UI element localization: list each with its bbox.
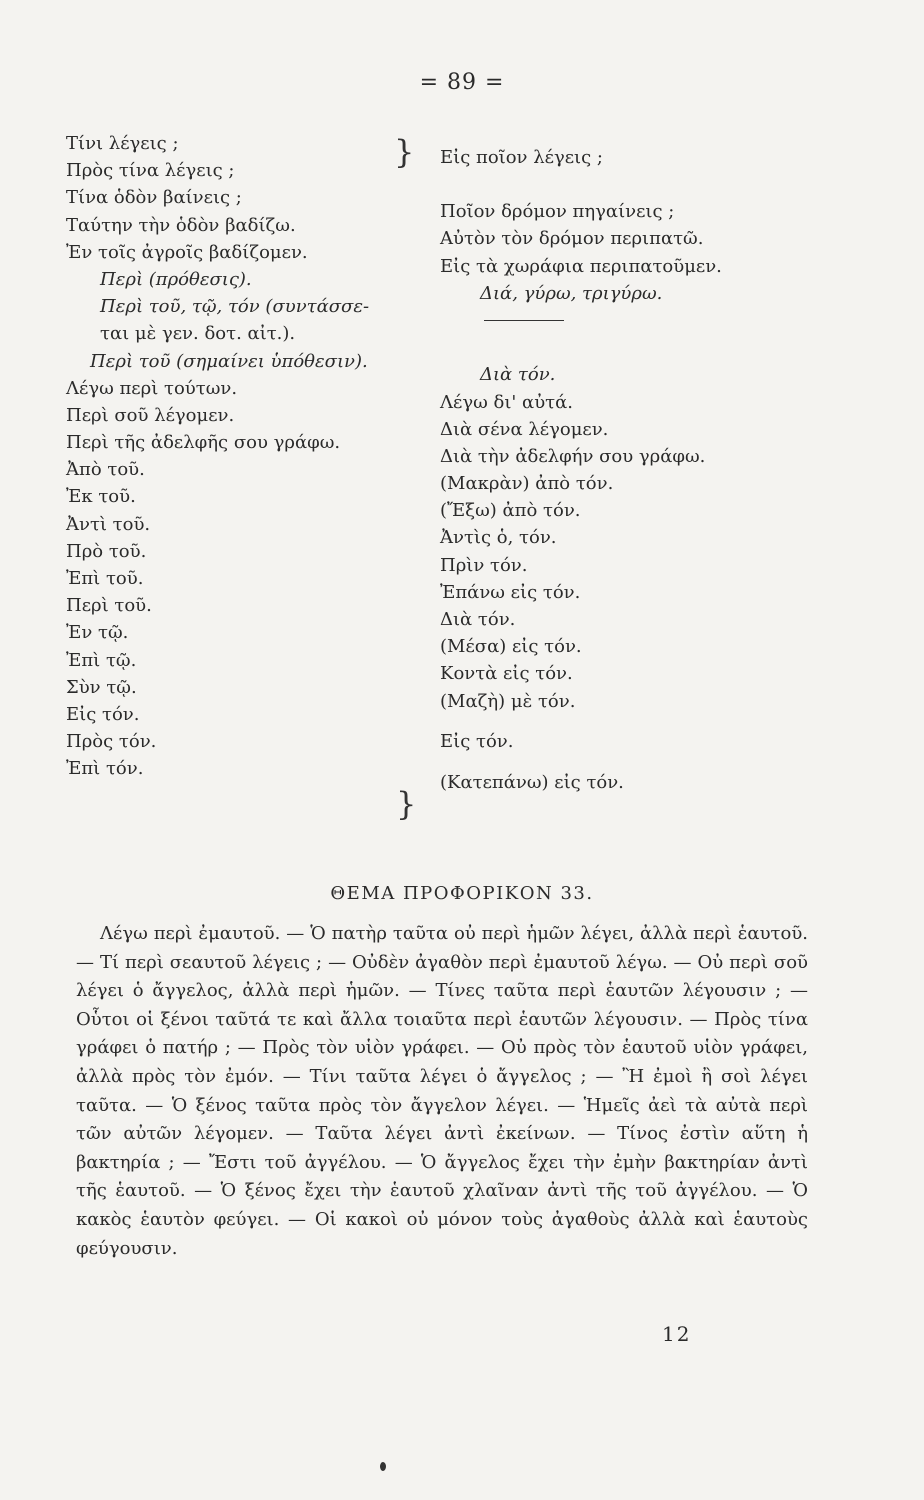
left-line: Πρὸ τοῦ. (66, 540, 147, 562)
right-line: Διά, γύρω, τριγύρω. (480, 282, 663, 304)
right-line: Λέγω δι' αὐτά. (440, 391, 573, 413)
left-line: Ταύτην τὴν ὁδὸν βαδίζω. (66, 214, 296, 236)
left-line: Τίνα ὁδὸν βαίνεις ; (66, 187, 242, 209)
right-line: Ἐπάνω εἰς τόν. (440, 581, 581, 603)
left-line: Ἐπὶ τῷ. (66, 649, 137, 671)
page-number: = 89 = (419, 70, 505, 95)
left-line: Πρὸς τόν. (66, 731, 157, 753)
right-line: Ποῖον δρόμον πηγαίνεις ; (440, 201, 675, 223)
left-line: Λέγω περὶ τούτων. (66, 377, 238, 399)
brace-icon: } (394, 133, 415, 171)
left-line: Σὺν τῷ. (66, 676, 137, 698)
right-line: (Μέσα) εἰς τόν. (440, 636, 582, 658)
left-line: Περὶ τῆς ἀδελφῆς σου γράφω. (66, 432, 341, 454)
right-line: (Μακρὰν) ἀπὸ τόν. (440, 473, 614, 495)
left-line: Ἐπὶ τοῦ. (66, 568, 144, 589)
left-line: Περὶ τοῦ (σημαίνει ὑπόθεσιν). (90, 350, 368, 372)
exercise-text: Λέγω περὶ ἐμαυτοῦ. — Ὁ πατὴρ ταῦτα οὐ περὶ ἡμῶν λέγει, ἀλλὰ περὶ ἑαυτοῦ. — Τί περὶ σεαυτοῦ λέγεις ; — Οὐδὲν ἀγαθὸν περὶ ἐμαυτοῦ λέγω. — Οὐ περὶ σοῦ λέγει ὁ ἄγγελος, ἀλλὰ περὶ ἡμῶν. — Τίνες ταῦτα περὶ ἑαυτῶν λέγουσιν ; — Οὗτοι οἱ ξένοι ταῦτά τε καὶ ἄλλα τοιαῦτα περὶ ἑαυτῶν λέγουσιν. — Πρὸς τίνα γράφει ὁ πατήρ ; — Πρὸς τὸν υἱὸν γράφει. — Οὐ πρὸς τὸν ἑαυτοῦ υἱὸν γράφει, ἀλλὰ πρὸς τὸν ἐμόν. — Τίνι ταῦτα λέγει ὁ ἄγγελος ; — Ἢ ἐμοὶ ἢ σοὶ λέγει ταῦτα. — Ὁ ξένος ταῦτα πρὸς τὸν ἄγγελον λέγει. — Ἡμεῖς ἀεὶ τὰ αὐτὰ περὶ τῶν αὐτῶν λέγομεν. — Ταῦτα λέγει ἀντὶ ἐκείνων. — Τίνος ἐστὶν αὕτη ἡ βακτηρία ; — Ἔστι τοῦ ἀγγέλου. — Ὁ ἄγγελος ἔχει τὴν ἐμὴν βακτηρίαν ἀντὶ τῆς ἑαυτοῦ. — Ὁ ξένος ἔχει τὴν ἑαυτοῦ χλαῖναν ἀντὶ τῆς τοῦ ἀγγέλου. — Ὁ κακὸς ἑαυτὸν φεύγει. — Οἱ κακοὶ οὐ μόνον τοὺς ἀγαθοὺς ἀλλὰ καὶ ἑαυτοὺς φεύγουσιν. (76, 923, 808, 1259)
spacer (440, 334, 860, 361)
right-line: Κοντὰ εἰς τόν. (440, 663, 573, 685)
left-line: Ἀπὸ τοῦ. (66, 459, 145, 481)
right-line: Αὐτὸν τὸν δρόμον περιπατῶ. (440, 228, 704, 250)
ink-dot (380, 1462, 386, 1471)
right-column (440, 130, 860, 796)
left-line: Ἐν τοῖς ἀγροῖς βαδίζομεν. (66, 241, 308, 263)
left-line: Πρὸς τίνα λέγεις ; (66, 160, 235, 182)
left-line: Περὶ (πρόθεσις). (100, 268, 252, 290)
right-line: Διὰ σένα λέγομεν. (440, 418, 609, 440)
left-line: Ἀντὶ τοῦ. (66, 513, 151, 535)
right-line: Εἰς τὰ χωράφια περιπατοῦμεν. (440, 255, 722, 277)
left-line: Ἐπὶ τόν. (66, 758, 144, 780)
right-line: (Ἔξω) ἀπὸ τόν. (440, 500, 581, 522)
left-line: ται μὲ γεν. δοτ. αἰτ.). (100, 323, 296, 345)
right-line: Εἰς τόν. (440, 730, 514, 752)
left-column (66, 130, 426, 783)
left-line: Περὶ τοῦ. (66, 595, 152, 617)
divider (440, 307, 860, 334)
right-line: Διὰ τὴν ἀδελφήν σου γράφω. (440, 445, 706, 467)
signature-mark: 12 (662, 1322, 692, 1346)
brace-icon: } (396, 785, 417, 823)
left-line: Ἐν τῷ. (66, 622, 129, 644)
right-line: Εἰς ποῖον λέγεις ; (440, 147, 603, 168)
left-line: Περὶ τοῦ, τῷ, τόν (συντάσσε- (100, 296, 370, 318)
exercise-title: ΘΕΜΑ ΠΡΟΦΟΡΙΚΟΝ 33. (330, 883, 594, 904)
right-line: (Κατεπάνω) εἰς τόν. (440, 771, 624, 793)
left-line: Τίνι λέγεις ; (66, 133, 179, 154)
right-line: Πρὶν τόν. (440, 554, 528, 576)
left-line: Περὶ σοῦ λέγομεν. (66, 404, 235, 426)
left-line: Εἰς τόν. (66, 703, 140, 725)
right-line: Ἀντὶς ὁ, τόν. (440, 527, 557, 549)
left-line: Ἐκ τοῦ. (66, 486, 136, 508)
right-line: Διὰ τόν. (440, 609, 516, 630)
right-line: Διὰ τόν. (480, 364, 556, 386)
right-line: (Μαζὴ) μὲ τόν. (440, 690, 576, 712)
